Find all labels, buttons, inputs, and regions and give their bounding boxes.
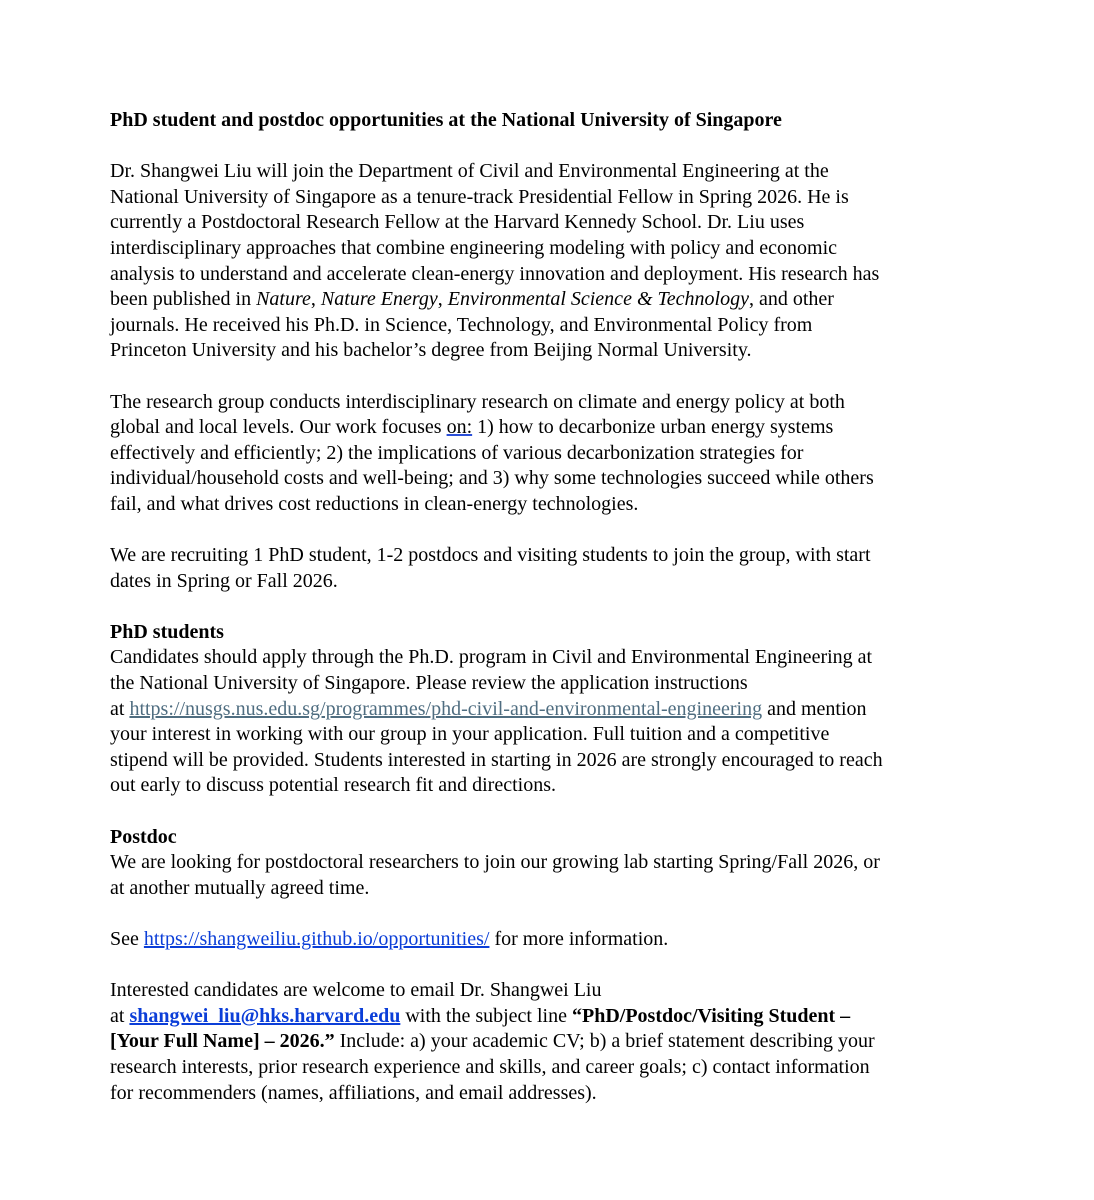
phd-line: Candidates should apply through the Ph.D. program in Civil and Environmental Engineering at — [110, 646, 873, 669]
intro-line: Dr. Shangwei Liu will join the Department of Civil and Environmental Engineering at the — [110, 160, 829, 183]
subject-line-text: “PhD/Postdoc/Visiting Student – — [571, 1004, 851, 1027]
phd-line — [110, 697, 990, 723]
see-text: See — [110, 928, 144, 950]
spacer — [110, 134, 990, 160]
contact-line: for recommenders (names, affiliations, and email addresses). — [110, 1081, 597, 1104]
journal-nature-energy: Nature Energy — [320, 288, 438, 311]
phd-line: out early to discuss potential research fit and directions. — [110, 774, 556, 797]
intro-text: , — [310, 288, 321, 311]
postdoc-line: We are looking for postdoctoral researchers to join our growing lab starting Spring/Fall 2026, or — [110, 851, 880, 874]
phd-line: stipend will be provided. Students interested in starting in 2026 are strongly encouraged to reach — [110, 748, 883, 771]
contact-line — [110, 1029, 990, 1055]
contact-line: research interests, prior research experience and skills, and career goals; c) contact information — [110, 1055, 870, 1078]
research-text: 1) how to decarbonize urban energy systems — [472, 416, 834, 439]
intro-text: , and other — [748, 288, 834, 311]
phd-line: the National University of Singapore. Please review the application instructions — [110, 672, 748, 695]
see-text: for more information. — [489, 928, 669, 950]
research-underlined-text: on: — [446, 416, 473, 439]
journal-est: Environmental Science & Technology — [447, 288, 749, 311]
spacer — [110, 594, 990, 620]
contact-text: at — [110, 1004, 130, 1027]
spacer — [110, 901, 990, 927]
research-line: effectively and efficiently; 2) the implications of various decarbonization strategies for — [110, 441, 804, 464]
contact-text: Include: a) your academic CV; b) a brief statement describing your — [334, 1030, 875, 1053]
phd-heading: PhD students — [110, 620, 224, 643]
email-link[interactable]: shangwei_liu@hks.harvard.edu — [129, 1004, 401, 1027]
recruiting-line: dates in Spring or Fall 2026. — [110, 569, 338, 592]
postdoc-section — [110, 825, 990, 902]
research-paragraph — [110, 390, 990, 518]
recruiting-line: We are recruiting 1 PhD student, 1-2 postdocs and visiting students to join the group, with start — [110, 544, 871, 567]
intro-line: currently a Postdoctoral Research Fellow at the Harvard Kennedy School. Dr. Liu uses — [110, 211, 805, 234]
contact-line — [110, 1004, 990, 1030]
journal-nature: Nature — [256, 288, 311, 311]
recruiting-paragraph — [110, 543, 990, 594]
postdoc-heading: Postdoc — [110, 825, 177, 848]
phd-text: at — [110, 697, 130, 720]
subject-line-text: [Your Full Name] – 2026.” — [110, 1030, 335, 1053]
spacer — [110, 953, 990, 979]
spacer — [110, 799, 990, 825]
spacer — [110, 364, 990, 390]
see-more-line — [110, 927, 990, 953]
spacer — [110, 518, 990, 544]
research-line — [110, 415, 990, 441]
phd-text: and mention — [762, 697, 867, 720]
research-text: global and local levels. Our work focuses — [110, 416, 447, 439]
intro-text: , — [437, 288, 448, 311]
postdoc-line: at another mutually agreed time. — [110, 876, 370, 899]
research-line: The research group conducts interdisciplinary research on climate and energy policy at both — [110, 390, 845, 413]
phd-section — [110, 620, 990, 799]
intro-line: National University of Singapore as a tenure-track Presidential Fellow in Spring 2026. He is — [110, 185, 849, 208]
intro-line: Princeton University and his bachelor’s degree from Beijing Normal University. — [110, 339, 752, 362]
opportunities-link[interactable]: https://shangweiliu.github.io/opportunities/ — [143, 928, 490, 950]
contact-paragraph — [110, 978, 990, 1106]
intro-line — [110, 287, 990, 313]
contact-line: Interested candidates are welcome to email Dr. Shangwei Liu — [110, 979, 602, 1002]
intro-line: interdisciplinary approaches that combine engineering modeling with policy and economic — [110, 236, 838, 259]
contact-text: with the subject line — [400, 1004, 572, 1027]
research-line: individual/household costs and well-being; and 3) why some technologies succeed while others — [110, 467, 874, 490]
intro-line: analysis to understand and accelerate clean-energy innovation and deployment. His research has — [110, 262, 880, 285]
nus-program-link[interactable]: https://nusgs.nus.edu.sg/programmes/phd-civil-and-environmental-engineering — [129, 697, 763, 720]
intro-text: been published in — [110, 288, 257, 311]
research-line: fail, and what drives cost reductions in clean-energy technologies. — [110, 492, 639, 515]
page-title: PhD student and postdoc opportunities at the National University of Singapore — [110, 109, 782, 131]
document-page — [110, 108, 990, 1106]
intro-paragraph — [110, 159, 990, 364]
phd-line: your interest in working with our group in your application. Full tuition and a competitive — [110, 723, 830, 746]
intro-line: journals. He received his Ph.D. in Science, Technology, and Environmental Policy from — [110, 313, 813, 336]
